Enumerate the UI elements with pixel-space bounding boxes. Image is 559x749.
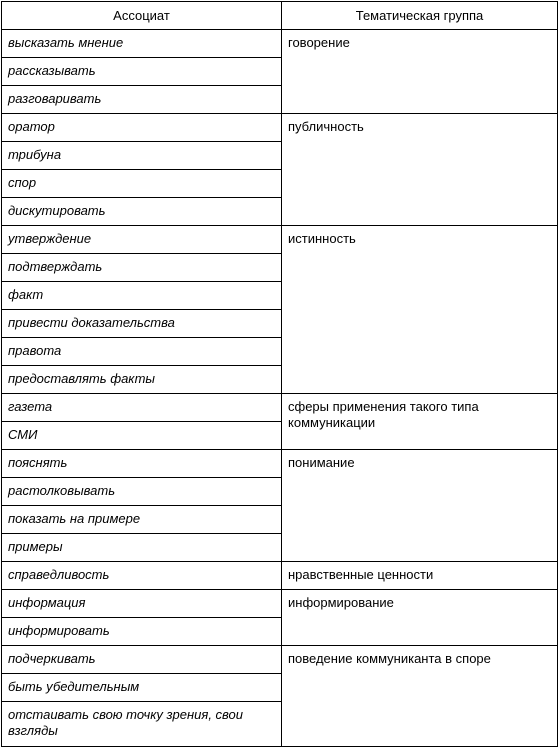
associate-cell: оратор: [2, 114, 282, 142]
header-thematic-group: Тематическая группа: [282, 2, 558, 30]
table-row: [2, 394, 558, 422]
associate-cell: утверждение: [2, 226, 282, 254]
associate-cell: примеры: [2, 534, 282, 562]
table-container: [1, 1, 558, 747]
associate-cell: высказать мнение: [2, 30, 282, 58]
associate-cell: отстаивать свою точку зрения, свои взгляды: [2, 702, 282, 747]
associate-cell: информировать: [2, 618, 282, 646]
thematic-group-cell: поведение коммуниканта в споре: [282, 646, 558, 747]
associate-cell: информация: [2, 590, 282, 618]
table-row: [2, 562, 558, 590]
table-row: [2, 226, 558, 254]
associate-cell: газета: [2, 394, 282, 422]
associate-cell: дискутировать: [2, 198, 282, 226]
thematic-group-cell: говорение: [282, 30, 558, 114]
thematic-group-cell: истинность: [282, 226, 558, 394]
thematic-group-cell: понимание: [282, 450, 558, 562]
associate-cell: трибуна: [2, 142, 282, 170]
associate-cell: показать на примере: [2, 506, 282, 534]
thematic-group-cell: информирование: [282, 590, 558, 646]
thematic-group-cell: нравственные ценности: [282, 562, 558, 590]
table-row: [2, 450, 558, 478]
associate-cell: пояснять: [2, 450, 282, 478]
associate-cell: справедливость: [2, 562, 282, 590]
thematic-group-cell: публичность: [282, 114, 558, 226]
associate-cell: правота: [2, 338, 282, 366]
associate-cell: быть убедительным: [2, 674, 282, 702]
header-associate: Ассоциат: [2, 2, 282, 30]
associate-cell: спор: [2, 170, 282, 198]
associate-cell: предоставлять факты: [2, 366, 282, 394]
table-row: [2, 114, 558, 142]
associate-cell: факт: [2, 282, 282, 310]
associate-cell: разговаривать: [2, 86, 282, 114]
association-table: [1, 1, 558, 747]
associate-cell: рассказывать: [2, 58, 282, 86]
thematic-group-cell: сферы применения такого типа коммуникации: [282, 394, 558, 450]
associate-cell: СМИ: [2, 422, 282, 450]
associate-cell: подчеркивать: [2, 646, 282, 674]
associate-cell: подтверждать: [2, 254, 282, 282]
header-row: [2, 2, 558, 30]
associate-cell: привести доказательства: [2, 310, 282, 338]
associate-cell: растолковывать: [2, 478, 282, 506]
table-row: [2, 590, 558, 618]
table-row: [2, 30, 558, 58]
table-row: [2, 646, 558, 674]
